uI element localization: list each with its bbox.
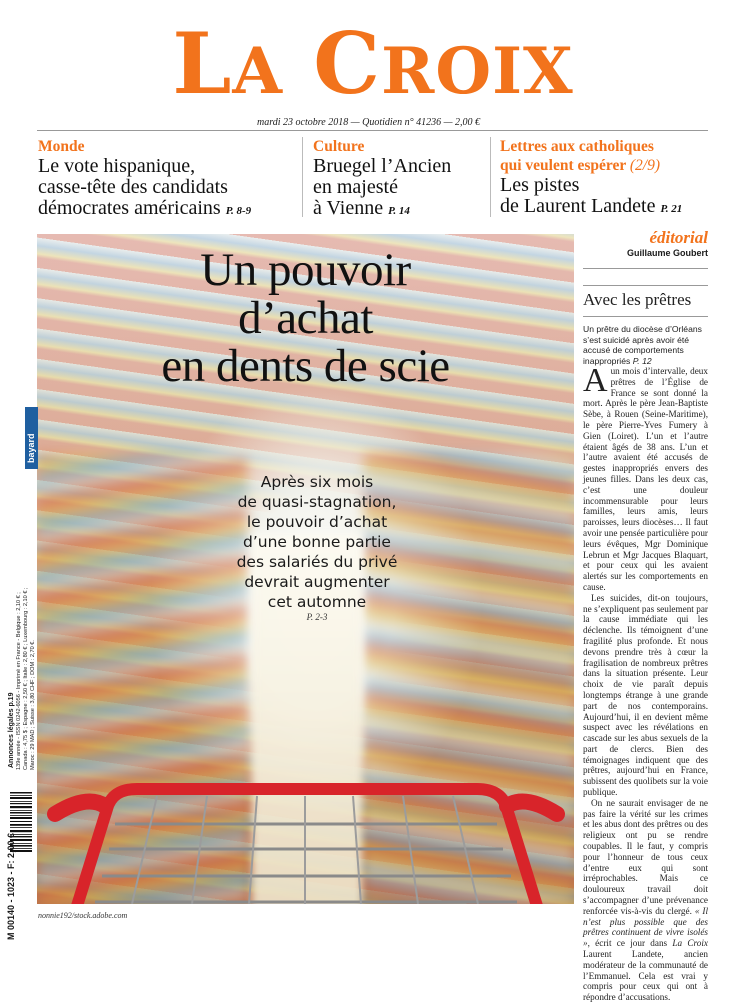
issn-line: 139e année - ISSN 0242-6056 - Imprimé en France - Belgique : 2,10 € ; [16, 592, 22, 770]
teaser-headline: Bruegel l’Ancien en majesté à Vienne P. 14 [313, 155, 452, 219]
masthead-logo: LA CROIX [172, 14, 574, 113]
teaser-lettres[interactable] [500, 137, 715, 220]
teaser-headline: Les pistes de Laurent Landete P. 21 [500, 174, 683, 217]
shopping-cart-icon [37, 754, 574, 904]
teaser-kicker: Monde [38, 138, 85, 155]
editorial-label: éditorial [649, 228, 708, 247]
hero-photo[interactable] [37, 234, 574, 904]
teaser-monde[interactable] [38, 137, 293, 222]
dateline: mardi 23 octobre 2018 — Quotidien n° 41236 — 2,00 € [257, 117, 480, 128]
legal-announcements: Annonces légales p.19 [8, 692, 15, 768]
teaser-divider [302, 137, 303, 217]
main-deck: Après six mois de quasi-stagnation, le pouvoir d’achat d’une bonne partie des salariés du privé devrait augmenter cet automne [236, 473, 398, 611]
bayard-logo: bayard [25, 407, 38, 469]
teaser-headline: Le vote hispanique, casse-tête des candidats démocrates américains P. 8-9 [38, 155, 252, 219]
editorial-rule [583, 268, 708, 269]
dropcap: A [583, 362, 608, 399]
editorial-body: Aun mois d’intervalle, deux prêtres de l’Église de France se sont donné la mort. Après le père Jean-Baptiste Sèbe, à Rouen (Seine-Maritime), le père Pierre-Yves Fumery à Gien (Loiret). L’un et l’autre étaient âgés de 38 ans. L’un et l’autre avaient été accusés de gestes inappropriés envers des jeunes filles. Dans les deux cas, c’est une douleur incommensurable pour leurs familles, leurs amis, leurs paroisses, leurs diocèses… Il faut avoir une pensée particulière pour leurs évêques, Mgr Dominique Lebrun et Mgr Jacques Blaquart, et pour ceux qui les avaient alertés sur les comportements en cause. Les suicides, dit-on toujours, ne s’expliquent pas seulement par la cause immédiate qui les déclenche. Ils témoignent d’une fragilité plus profonde. Et nous devons prendre très à cœur la fragilisation de nombreux prêtres dans la situation présente. Leur choix de vie paraît depuis longtemps étrange à une grande part de nos contemporains. Aujourd’hui, il en devient même suspect avec les révélations en cascade sur les abus sexuels de la part de clercs. Bien des témoignages indiquent que des prêtres, aujourd’hui en France, subissent des quolibets sur la voie publique. On ne saurait envisager de ne pas faire la vérité sur les crimes et les abus dont des prêtres ou des religieux ont pu se rendre coupables. Il le faut, y compris pour l’honneur de tous ceux d’entre eux qui sont irréprochables. Mais ce douloureux travail doit s’accompagner d’une prévenance renforcée vis-à-vis du clergé. « Il n’est plus possible que des prêtres continuent de vivre isolés », écrit ce jour dans La Croix Laurent Landete, ancien modérateur de la communauté de l’Emmanuel. Cela est vrai y compris pour ceux qui ont à répondre d’accusations. [583, 362, 709, 1003]
editorial-title: Avec les prêtres [583, 290, 692, 309]
teaser-kicker: Culture [313, 138, 365, 155]
barcode-text: M 00140 - 1023 - F: 2,00 € [6, 832, 16, 940]
main-deck-page: P. 2-3 [306, 612, 328, 622]
photo-credit: nonnie192/stock.adobe.com [38, 911, 128, 920]
teaser-kicker: Lettres aux catholiques qui veulent espérer (2/9) [500, 138, 661, 174]
teaser-divider [490, 137, 491, 217]
editorial-intro: Un prêtre du diocèse d’Orléans s’est suicidé après avoir été accusé de comportements inappropriés P. 12 [583, 324, 702, 366]
header-rule [37, 130, 708, 131]
price-line-1: Canada : 4,75 $ ; Espagne : 2,50 € ; Italie : 2,80 € ; Luxembourg : 2,10 € ; [23, 587, 29, 770]
editorial-rule [583, 285, 708, 286]
editorial-author: Guillaume Goubert [626, 248, 708, 258]
main-headline: Un pouvoir d’achat en dents de scie [161, 244, 450, 392]
teaser-culture[interactable] [313, 137, 488, 222]
editorial-rule [583, 316, 708, 317]
price-line-2: Maroc : 29 MAD ; Suisse : 3,80 CHF ; DOM : 2,70 €. [30, 640, 36, 770]
